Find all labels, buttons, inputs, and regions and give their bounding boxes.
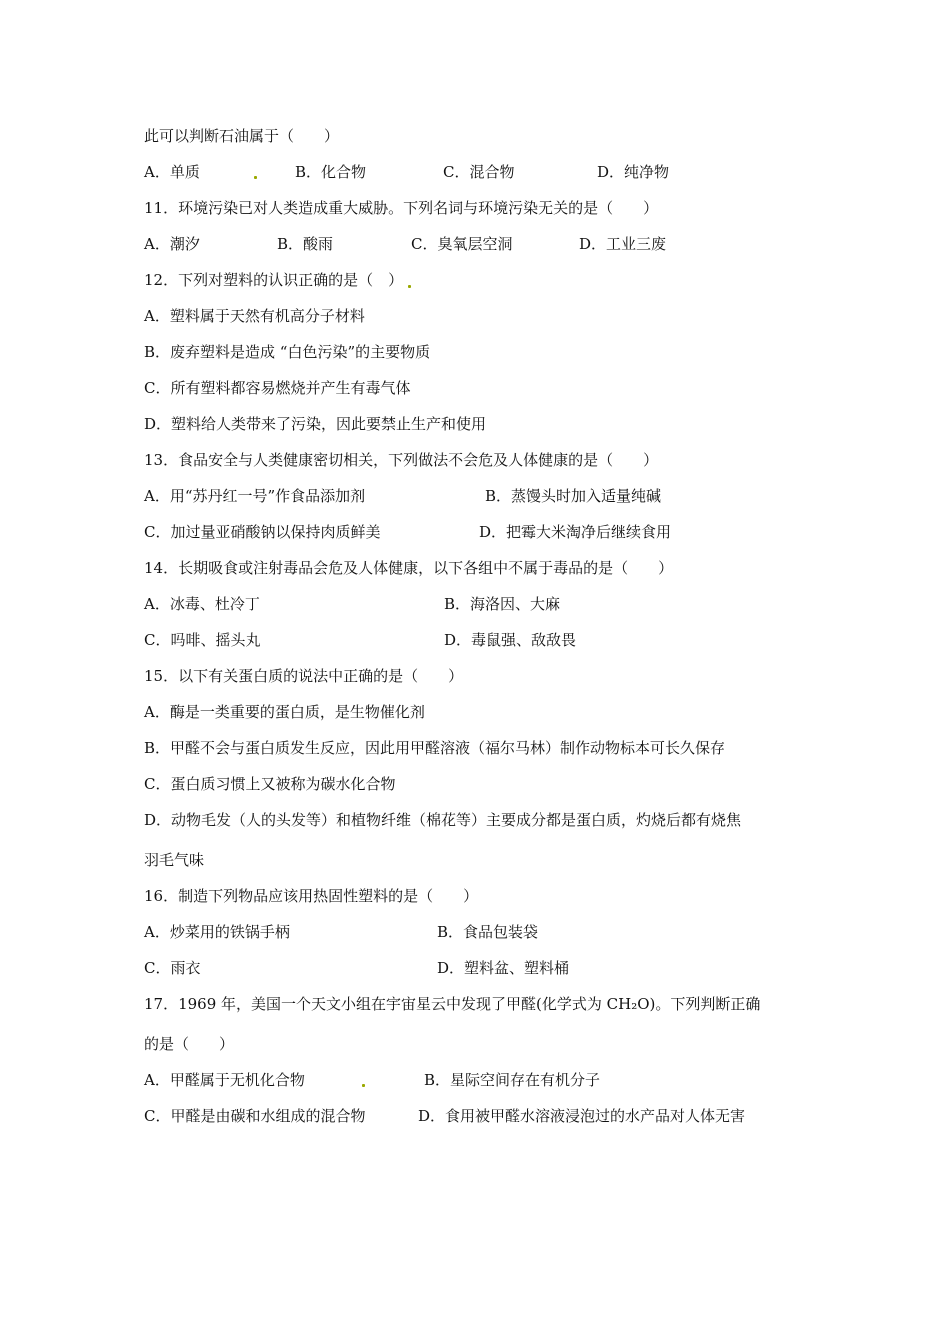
scan-mark — [408, 285, 411, 288]
q15-option-d: D．动物毛发（人的头发等）和植物纤维（棉花等）主要成分都是蛋白质，灼烧后都有烧焦 — [144, 811, 742, 829]
q15-option-b: B．甲醛不会与蛋白质发生反应，因此用甲醛溶液（福尔马林）制作动物标本可长久保存 — [144, 739, 726, 757]
q17-option-c: C．甲醛是由碳和水组成的混合物 — [144, 1107, 366, 1125]
q11-stem: 11．环境污染已对人类造成重大威胁。下列名词与环境污染无关的是（ ） — [144, 199, 659, 217]
q15-option-c: C．蛋白质习惯上又被称为碳水化合物 — [144, 775, 396, 793]
q13-option-c: C．加过量亚硝酸钠以保持肉质鲜美 — [144, 523, 381, 541]
q13-stem: 13．食品安全与人类健康密切相关，下列做法不会危及人体健康的是（ ） — [144, 451, 659, 469]
q15-stem: 15．以下有关蛋白质的说法中正确的是（ ） — [144, 667, 464, 685]
q10-stem-tail: 此可以判断石油属于（ ） — [144, 127, 340, 145]
q17-option-b: B．星际空间存在有机分子 — [424, 1071, 601, 1089]
q13-option-a: A．用“苏丹红一号”作食品添加剂 — [144, 487, 366, 505]
q12-stem: 12．下列对塑料的认识正确的是（ ） — [144, 271, 404, 289]
q14-stem: 14．长期吸食或注射毒品会危及人体健康，以下各组中不属于毒品的是（ ） — [144, 559, 674, 577]
q12-option-b: B．废弃塑料是造成 “白色污染”的主要物质 — [144, 343, 431, 361]
q12-option-c: C．所有塑料都容易燃烧并产生有毒气体 — [144, 379, 411, 397]
q16-option-a: A．炒菜用的铁锅手柄 — [144, 923, 290, 941]
q11-option-a: A．潮汐 — [144, 235, 200, 253]
q17-option-d: D．食用被甲醛水溶液浸泡过的水产品对人体无害 — [418, 1107, 746, 1125]
q11-option-c: C．臭氧层空洞 — [411, 235, 513, 253]
scan-mark — [362, 1084, 365, 1087]
q13-option-d: D．把霉大米淘净后继续食用 — [479, 523, 672, 541]
q10-option-d: D．纯净物 — [597, 163, 670, 181]
q12-option-a: A．塑料属于天然有机高分子材料 — [144, 307, 365, 325]
q10-option-b: B．化合物 — [295, 163, 367, 181]
q16-option-b: B．食品包装袋 — [437, 923, 539, 941]
q14-option-b: B．海洛因、大麻 — [444, 595, 561, 613]
q17-option-a: A．甲醛属于无机化合物 — [144, 1071, 305, 1089]
q16-option-c: C．雨衣 — [144, 959, 201, 977]
q14-option-d: D．毒鼠强、敌敌畏 — [444, 631, 577, 649]
q14-option-a: A．冰毒、杜冷丁 — [144, 595, 260, 613]
q17-stem: 17．1969 年，美国一个天文小组在宇宙星云中发现了甲醛(化学式为 CH₂O)。下列判断正确 — [144, 995, 761, 1013]
q15-option-a: A．酶是一类重要的蛋白质，是生物催化剂 — [144, 703, 425, 721]
q14-option-c: C．吗啡、摇头丸 — [144, 631, 261, 649]
q17-stem-continued: 的是（ ） — [144, 1035, 235, 1053]
scan-mark — [254, 176, 257, 179]
q11-option-b: B．酸雨 — [277, 235, 334, 253]
q16-option-d: D．塑料盆、塑料桶 — [437, 959, 570, 977]
q11-option-d: D．工业三废 — [579, 235, 667, 253]
q10-option-c: C．混合物 — [443, 163, 515, 181]
q13-option-b: B．蒸馒头时加入适量纯碱 — [485, 487, 662, 505]
q12-option-d: D．塑料给人类带来了污染，因此要禁止生产和使用 — [144, 415, 487, 433]
q15-option-d-continued: 羽毛气味 — [144, 851, 205, 869]
q10-option-a: A．单质 — [144, 163, 200, 181]
q16-stem: 16．制造下列物品应该用热固性塑料的是（ ） — [144, 887, 479, 905]
